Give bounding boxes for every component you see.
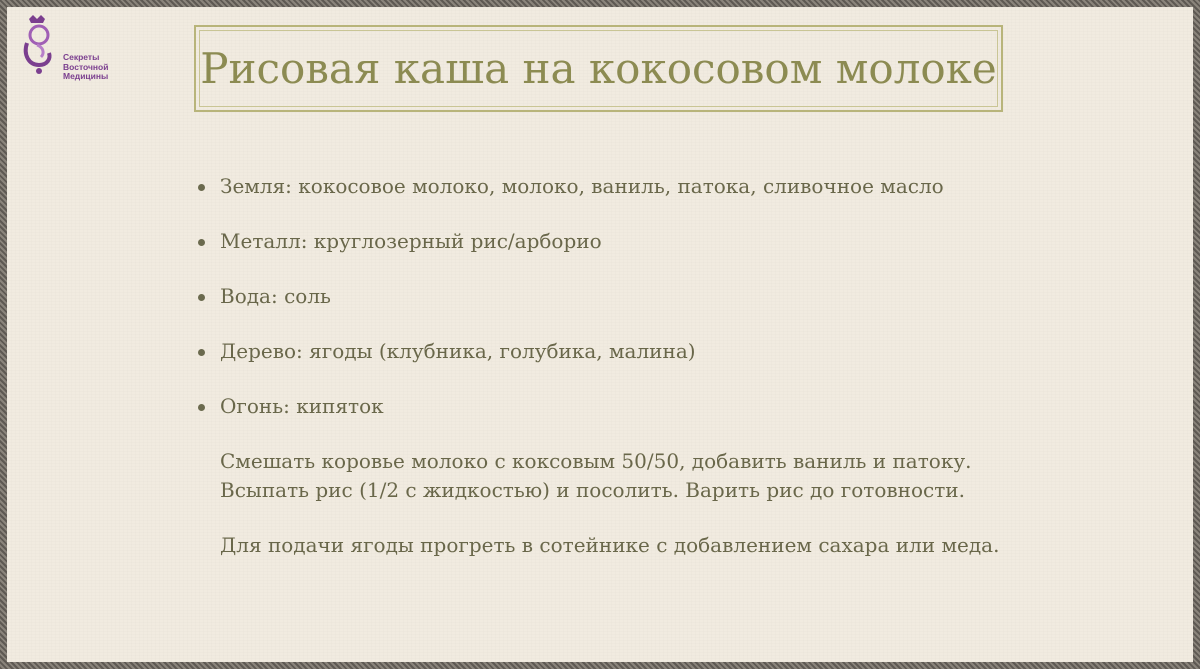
- logo-line-1: Секреты: [63, 52, 100, 62]
- bullet-text: Огонь: кипяток: [220, 394, 384, 418]
- slide-content: [192, 172, 1092, 586]
- bullet-text: Дерево: ягоды (клубника, голубика, малина): [220, 339, 696, 363]
- bullet-item: [192, 337, 1092, 366]
- logo-line-3: Медицины: [63, 71, 109, 81]
- bullet-item: [192, 282, 1092, 311]
- bullet-dot-icon: [198, 294, 205, 301]
- bullet-item: [192, 392, 1092, 421]
- instructions-paragraph: Смешать коровье молоко с коксовым 50/50, добавить ваниль и патоку. Всыпать рис (1/2 с жидкостью) и посолить. Варить рис до готовности.: [220, 449, 972, 502]
- bullet-text: Вода: соль: [220, 284, 331, 308]
- logo-text: [63, 53, 108, 82]
- bullet-dot-icon: [198, 404, 205, 411]
- bullet-dot-icon: [198, 184, 205, 191]
- logo: [19, 13, 129, 83]
- bullet-text: Металл: круглозерный рис/арборио: [220, 229, 602, 253]
- slide: [7, 7, 1193, 662]
- slide-title: Рисовая каша на кокосовом молоке: [200, 44, 997, 93]
- bullet-dot-icon: [198, 349, 205, 356]
- bullet-item: [192, 227, 1092, 256]
- title-box: [194, 25, 1003, 112]
- logo-line-2: Восточной: [63, 61, 109, 72]
- bullet-dot-icon: [198, 239, 205, 246]
- logo-emblem-icon: [19, 13, 59, 79]
- serving-paragraph: Для подачи ягоды прогреть в сотейнике с добавлением сахара или меда.: [220, 533, 1000, 557]
- bullet-item: [192, 172, 1092, 201]
- bullet-text: Земля: кокосовое молоко, молоко, ваниль, патока, сливочное масло: [220, 174, 944, 198]
